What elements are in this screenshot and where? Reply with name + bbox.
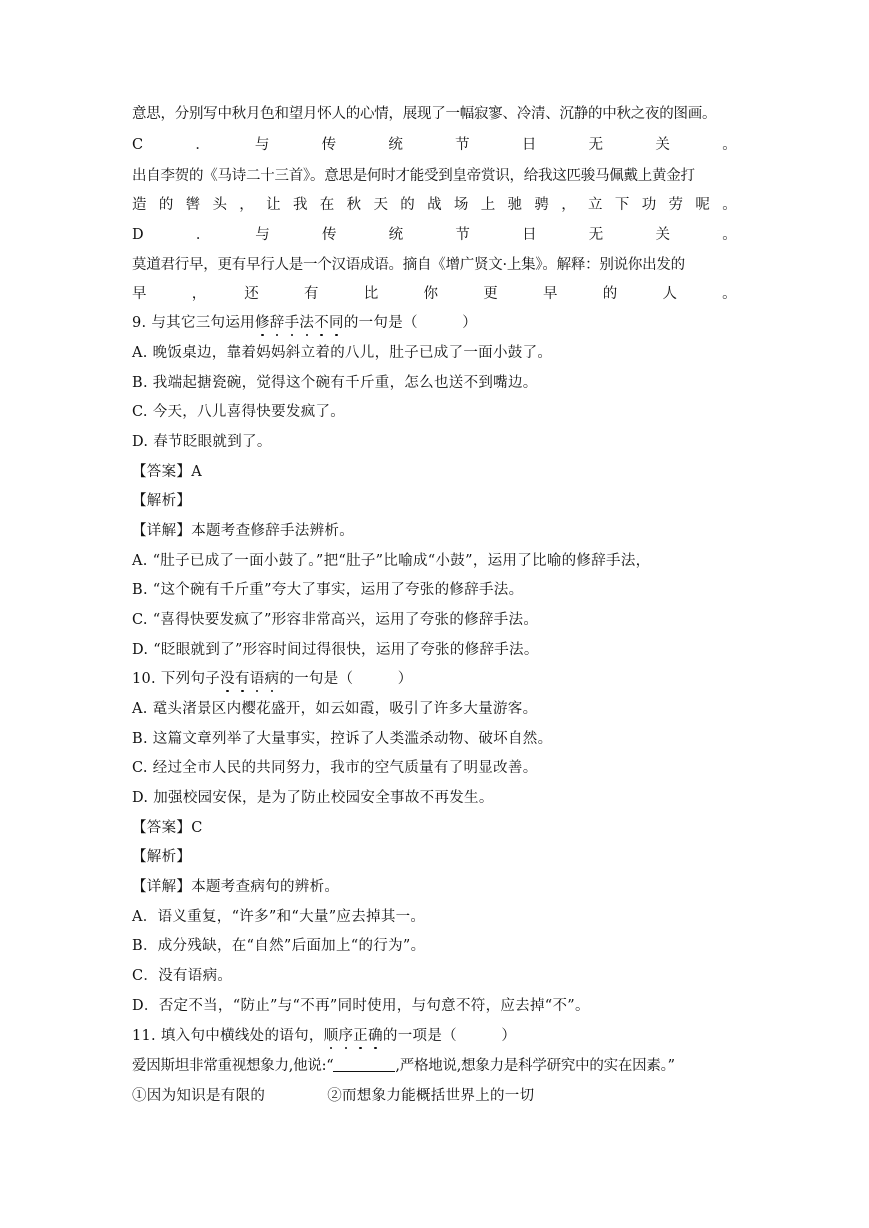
- question-10-stem: [132, 669, 737, 689]
- detail-heading: 【详解】本题考查病句的辨析。: [132, 879, 340, 895]
- explanation-line: C. “喜得快要发疯了”形容非常高兴，运用了夸张的修辞手法。: [132, 612, 539, 628]
- text-line: 莫道君行早，更有早行人是一个汉语成语。摘自《增广贤文·上集》。解释：别说你出发的: [132, 257, 685, 273]
- emphasis-char: 病: [264, 671, 280, 687]
- analysis-heading: 【解析】: [132, 493, 192, 509]
- fill-in-blank: [333, 1057, 395, 1072]
- emphasis-char: 同: [329, 315, 344, 331]
- choice-2: ②而想象力能概括世界上的一切: [327, 1088, 535, 1104]
- emphasis-char: 正: [353, 1028, 369, 1044]
- explanation-line: A．语义重复，“许多”和“大量”应去掉其一。: [132, 909, 426, 925]
- question-9-suffix: 的一句是（ ）: [343, 315, 478, 331]
- text-line: 出自李贺的《马诗二十三首》。意思是何时才能受到皇帝赏识，给我这匹骏马佩戴上黄金打: [132, 168, 695, 184]
- emphasis-char: 顺: [323, 1028, 339, 1044]
- text-line: D ． 与 传 统 节 日 无 关 。: [132, 227, 737, 243]
- choice-1: ①因为知识是有限的: [132, 1088, 266, 1104]
- emphasis-char: 语: [249, 671, 265, 687]
- emphasis-char: 确: [368, 1028, 383, 1044]
- option-c: C. 今天，八儿喜得快要发疯了。: [132, 404, 346, 420]
- quote-before-blank: 爱因斯坦非常重视想象力,他说:“: [132, 1058, 334, 1074]
- explanation-line: C．没有语病。: [132, 968, 233, 984]
- quote-line: [132, 1056, 740, 1076]
- emphasis-char: 有: [234, 671, 250, 687]
- emphasis-char: 序: [338, 1028, 354, 1044]
- answer-line: 【答案】C: [132, 820, 203, 836]
- explanation-line: B．成分残缺，在“自然”后面加上“的行为”。: [132, 938, 426, 954]
- option-d: D. 春节眨眼就到了。: [132, 434, 272, 450]
- emphasis-char: 没: [220, 671, 235, 687]
- answer-line: 【答案】A: [132, 464, 202, 480]
- question-11-prefix: 11. 填入句中横线处的语句，: [132, 1028, 324, 1044]
- emphasis-char: 手: [284, 315, 300, 331]
- emphasis-char: 修: [254, 315, 270, 331]
- explanation-line: D．否定不当，“防止”与“不再”同时使用，与句意不符，应去掉“不”。: [132, 998, 590, 1014]
- option-b: B. 这篇文章列举了大量事实，控诉了人类滥杀动物、破坏自然。: [132, 731, 553, 747]
- choice-line: [132, 1086, 737, 1106]
- quote-after-blank: ,严格地说,想象力是科学研究中的实在因素。”: [395, 1058, 675, 1074]
- question-10-suffix: 的一句是（ ）: [279, 671, 413, 687]
- text-line: 造 的 辔 头 ， 让 我 在 秋 天 的 战 场 上 驰 骋 ， 立 下 功 劳 呢 。: [132, 197, 737, 213]
- option-b: B. 我端起搪瓷碗，觉得这个碗有千斤重，怎么也送不到嘴边。: [132, 375, 538, 391]
- explanation-line: D. “眨眼就到了”形容时间过得很快，运用了夸张的修辞手法。: [132, 642, 539, 658]
- emphasis-char: 法: [299, 315, 315, 331]
- analysis-heading: 【解析】: [132, 849, 192, 865]
- emphasis-char: 不: [314, 315, 330, 331]
- option-a: A. 晚饭桌边，靠着妈妈斜立着的八儿，肚子已成了一面小鼓了。: [132, 345, 553, 361]
- emphasis-char: 辞: [269, 315, 285, 331]
- explanation-line: B. “这个碗有千斤重”夸大了事实，运用了夸张的修辞手法。: [132, 582, 524, 598]
- question-11-stem: [132, 1026, 737, 1046]
- question-11-suffix: 的一项是（ ）: [382, 1028, 517, 1044]
- question-10-prefix: 10. 下列句子: [132, 671, 221, 687]
- text-line: C ． 与 传 统 节 日 无 关 。: [132, 137, 737, 153]
- text-line: 早 ， 还 有 比 你 更 早 的 人 。: [132, 286, 737, 302]
- explanation-line: A. “肚子已成了一面小鼓了。”把“肚子”比喻成“小鼓”，运用了比喻的修辞手法，: [132, 553, 651, 569]
- option-a: A. 鼋头渚景区内樱花盛开，如云如霞，吸引了许多大量游客。: [132, 701, 538, 717]
- detail-heading: 【详解】本题考查修辞手法辨析。: [132, 523, 354, 539]
- question-9-prefix: 9. 与其它三句运用: [132, 315, 255, 331]
- text-line: 意思，分别写中秋月色和望月怀人的心情，展现了一幅寂寥、冷清、沉静的中秋之夜的图画。: [132, 106, 717, 122]
- question-9-stem: [132, 313, 737, 333]
- option-c: C. 经过全市人民的共同努力，我市的空气质量有了明显改善。: [132, 760, 538, 776]
- option-d: D. 加强校园安保，是为了防止校园安全事故不再发生。: [132, 790, 494, 806]
